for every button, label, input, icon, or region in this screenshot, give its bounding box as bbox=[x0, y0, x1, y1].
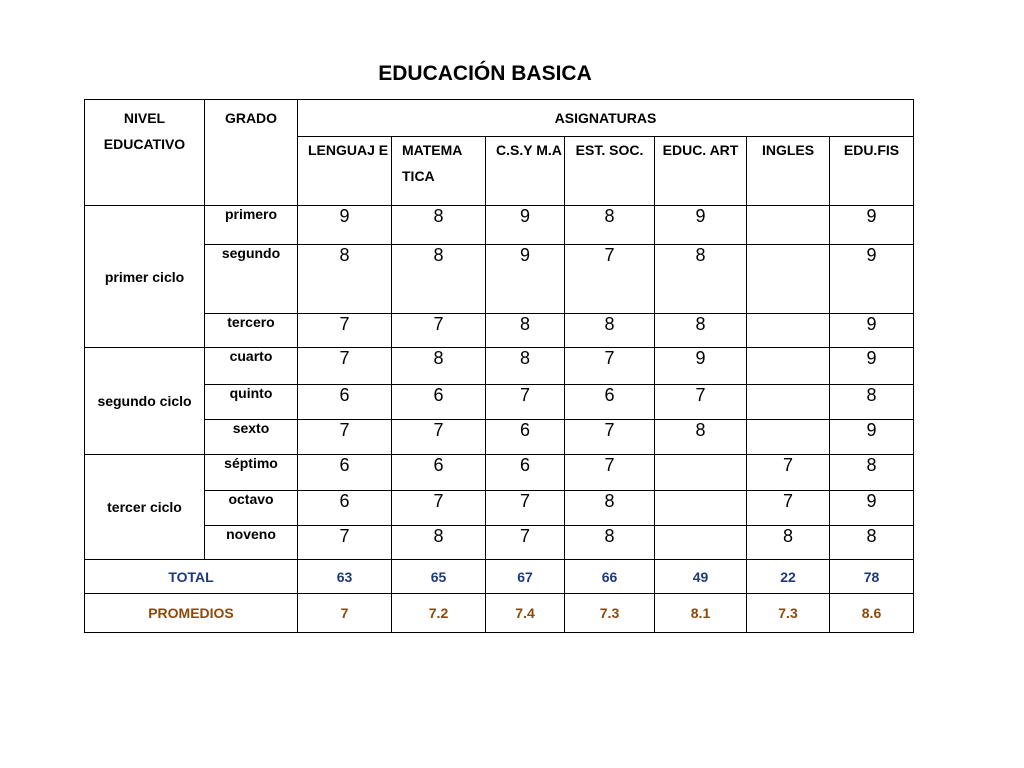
grade-value-cell: 8 bbox=[486, 348, 565, 385]
grade-value-cell: 7 bbox=[486, 385, 565, 420]
grade-value-cell bbox=[747, 314, 830, 348]
grade-value-cell: 9 bbox=[830, 348, 914, 385]
grade-value-cell: 8 bbox=[565, 526, 655, 560]
grade-value-cell: 9 bbox=[830, 206, 914, 245]
grade-value-cell: 6 bbox=[486, 455, 565, 491]
grade-value-cell: 8 bbox=[655, 420, 747, 455]
grade-value-cell: 8 bbox=[830, 385, 914, 420]
grado-cell: noveno bbox=[205, 526, 298, 560]
grade-value-cell: 7 bbox=[565, 348, 655, 385]
subject-header-lenguaje: LENGUAJ E bbox=[298, 137, 392, 206]
promedios-value-cell: 7.4 bbox=[486, 594, 565, 633]
subject-header-ingles: INGLES bbox=[747, 137, 830, 206]
grade-value-cell: 6 bbox=[392, 385, 486, 420]
promedios-value-cell: 8.6 bbox=[830, 594, 914, 633]
grade-value-cell: 6 bbox=[298, 455, 392, 491]
grade-value-cell bbox=[747, 348, 830, 385]
total-value-cell: 65 bbox=[392, 560, 486, 594]
nivel-educativo-cell: primer ciclo bbox=[85, 206, 205, 348]
subject-header-csyma: C.S.Y M.A bbox=[486, 137, 565, 206]
grade-value-cell: 8 bbox=[655, 314, 747, 348]
grade-value-cell: 7 bbox=[565, 420, 655, 455]
table-row bbox=[85, 455, 914, 491]
grade-value-cell: 7 bbox=[392, 314, 486, 348]
grade-value-cell: 9 bbox=[486, 206, 565, 245]
grado-cell: cuarto bbox=[205, 348, 298, 385]
grade-value-cell: 8 bbox=[392, 348, 486, 385]
header-grado: GRADO bbox=[205, 100, 298, 206]
header-nivel-educativo: NIVEL EDUCATIVO bbox=[85, 100, 205, 206]
grade-value-cell bbox=[655, 491, 747, 526]
table-row bbox=[85, 245, 914, 314]
grade-value-cell: 7 bbox=[486, 491, 565, 526]
grade-value-cell bbox=[747, 385, 830, 420]
grade-value-cell: 8 bbox=[392, 526, 486, 560]
table-row bbox=[85, 314, 914, 348]
table-row bbox=[85, 348, 914, 385]
page-title: EDUCACIÓN BASICA bbox=[378, 62, 592, 85]
grade-value-cell: 6 bbox=[298, 385, 392, 420]
nivel-educativo-cell: tercer ciclo bbox=[85, 455, 205, 560]
total-value-cell: 67 bbox=[486, 560, 565, 594]
grade-value-cell: 7 bbox=[747, 491, 830, 526]
grado-cell: séptimo bbox=[205, 455, 298, 491]
grade-value-cell bbox=[747, 420, 830, 455]
subject-header-edu-fis: EDU.FIS bbox=[830, 137, 914, 206]
grade-value-cell bbox=[747, 245, 830, 314]
table-row bbox=[85, 420, 914, 455]
nivel-educativo-cell: segundo ciclo bbox=[85, 348, 205, 455]
table-row bbox=[85, 385, 914, 420]
grade-value-cell: 9 bbox=[486, 245, 565, 314]
grade-value-cell: 8 bbox=[486, 314, 565, 348]
grade-value-cell: 7 bbox=[392, 491, 486, 526]
subject-header-est-soc: EST. SOC. bbox=[565, 137, 655, 206]
grade-value-cell: 7 bbox=[565, 455, 655, 491]
grade-value-cell: 6 bbox=[486, 420, 565, 455]
grade-value-cell: 6 bbox=[565, 385, 655, 420]
grade-value-cell: 8 bbox=[830, 526, 914, 560]
grado-cell: octavo bbox=[205, 491, 298, 526]
total-label: TOTAL bbox=[85, 560, 298, 594]
promedios-value-cell: 8.1 bbox=[655, 594, 747, 633]
grade-value-cell: 8 bbox=[298, 245, 392, 314]
table-row bbox=[85, 206, 914, 245]
grade-value-cell bbox=[747, 206, 830, 245]
table-row bbox=[85, 491, 914, 526]
grade-value-cell: 9 bbox=[298, 206, 392, 245]
grade-value-cell: 7 bbox=[486, 526, 565, 560]
grade-value-cell: 6 bbox=[392, 455, 486, 491]
total-value-cell: 66 bbox=[565, 560, 655, 594]
grades-table bbox=[84, 99, 914, 633]
grado-cell: segundo bbox=[205, 245, 298, 314]
promedios-value-cell: 7.3 bbox=[747, 594, 830, 633]
subject-header-educ-art: EDUC. ART bbox=[655, 137, 747, 206]
grado-cell: tercero bbox=[205, 314, 298, 348]
grade-value-cell: 8 bbox=[392, 245, 486, 314]
grade-value-cell: 7 bbox=[298, 420, 392, 455]
grade-value-cell: 8 bbox=[565, 491, 655, 526]
grade-value-cell: 7 bbox=[565, 245, 655, 314]
grade-value-cell: 8 bbox=[655, 245, 747, 314]
total-value-cell: 22 bbox=[747, 560, 830, 594]
grade-value-cell: 8 bbox=[565, 314, 655, 348]
grade-value-cell: 7 bbox=[298, 526, 392, 560]
promedios-value-cell: 7.3 bbox=[565, 594, 655, 633]
grado-cell: primero bbox=[205, 206, 298, 245]
header-asignaturas: ASIGNATURAS bbox=[298, 100, 914, 137]
promedios-label: PROMEDIOS bbox=[85, 594, 298, 633]
subject-header-matematica: MATEMA TICA bbox=[392, 137, 486, 206]
grado-cell: quinto bbox=[205, 385, 298, 420]
promedios-value-cell: 7 bbox=[298, 594, 392, 633]
grade-value-cell: 9 bbox=[655, 348, 747, 385]
grado-cell: sexto bbox=[205, 420, 298, 455]
total-value-cell: 49 bbox=[655, 560, 747, 594]
grade-value-cell: 6 bbox=[298, 491, 392, 526]
grade-value-cell: 9 bbox=[830, 245, 914, 314]
grade-value-cell: 7 bbox=[747, 455, 830, 491]
total-value-cell: 78 bbox=[830, 560, 914, 594]
grade-value-cell: 7 bbox=[298, 314, 392, 348]
promedios-row bbox=[85, 594, 914, 633]
promedios-value-cell: 7.2 bbox=[392, 594, 486, 633]
grade-value-cell bbox=[655, 455, 747, 491]
grade-value-cell bbox=[655, 526, 747, 560]
table-row bbox=[85, 526, 914, 560]
grade-value-cell: 8 bbox=[565, 206, 655, 245]
grade-value-cell: 8 bbox=[392, 206, 486, 245]
grade-value-cell: 7 bbox=[298, 348, 392, 385]
grade-value-cell: 9 bbox=[830, 491, 914, 526]
grade-value-cell: 9 bbox=[830, 314, 914, 348]
grade-value-cell: 7 bbox=[392, 420, 486, 455]
grade-value-cell: 8 bbox=[747, 526, 830, 560]
grade-value-cell: 9 bbox=[830, 420, 914, 455]
total-value-cell: 63 bbox=[298, 560, 392, 594]
grade-value-cell: 8 bbox=[830, 455, 914, 491]
grade-value-cell: 7 bbox=[655, 385, 747, 420]
total-row bbox=[85, 560, 914, 594]
grade-value-cell: 9 bbox=[655, 206, 747, 245]
